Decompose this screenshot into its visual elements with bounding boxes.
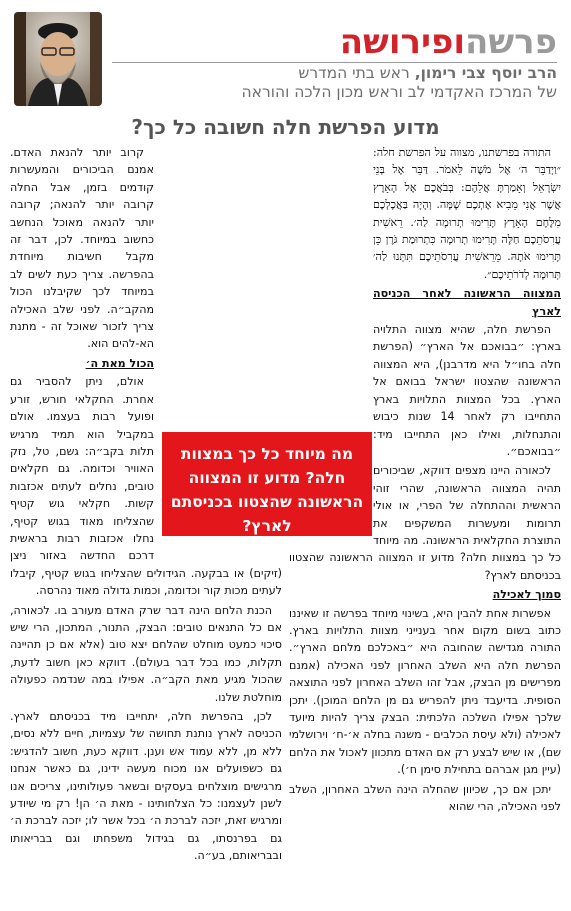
paragraph: לכאורה היינו מצפים דווקא, שביכורים תהיה המצווה הראשונה, שהרי זוהי הראשית וההתחלה של הפרי, או אולי תרומות ומעשרות המשקפים את התוצרת החקלאית הראשונה. מה מיוחד כל כך במצוות חלה? מדוע זו המצווה הראשונה שהצטוו בכניסתם לארץ? xyxy=(289,464,561,582)
paragraph: הפרשת חלה, שהיא מצווה התלויה בארץ: ״בבואכם אל הארץ״ (הפרשת חלה בחו״ל היא מדרבנן), היא המצווה הראשונה שהצטוו ישראל בבואם אל הארץ. בכל המצוות התלויות בארץ התחייבו רק לאחר 14 שנות כיבוש והתנחלות, ואילו כאן התחייבו מיד: ״בבואכם״. xyxy=(373,323,561,458)
author-byline xyxy=(107,64,557,102)
author-role-1: ראש בתי המדרש xyxy=(298,64,415,82)
author-portrait-image xyxy=(14,12,102,106)
section-title-red: ופירושה xyxy=(339,22,466,62)
paragraph: יתכן אם כך, שכיוון שהחלה הינה השלב האחרון, השלב לפני האכילה, הרי שהוא xyxy=(289,782,561,814)
author-photo xyxy=(14,12,102,106)
paragraph: אולם, ניתן להסביר גם אחרת. החקלאי חורש, זורע ופועל רבות בעצמו. אולם במקביל הוא תמיד מרגיש תלות בקב״ה: גשם, טל, נזק האוויר וכדומה. גם חקלאים טובים, נחלים לעתים אכזבות קשות. חקלאי גוש קטיף שהצליחו מאוד בגוש קטיף, נחלו אכזבות רבות בראשית דרכם החדשה באזור ניצן (זיקים) או בבקעה. הגידולים שהצליחו בגוש קטיף, קיבלו לעתים מכות קור וכדומה, וכמות גדולה מאוד נהרסה. xyxy=(10,375,282,598)
subheading: הכול מאת ה׳ xyxy=(85,356,154,370)
author-name: הרב יוסף צבי רימון, xyxy=(414,64,557,82)
section-title-gray: פרשה xyxy=(465,22,557,62)
column-header xyxy=(0,0,571,112)
paragraph: לכן, בהפרשת חלה, יתחייבו מיד בכניסתם לארץ. הכניסה לארץ נותנת תחושה של עצמיות, חיים ללא נסים, ללא מן, ללא עמוד אש וענן. דווקא כעת, חשוב להדגיש: גם כשפועלים אנו מכוח מעשה ידינו, גם כאשר אנחנו מרגישים מוצלחים בעסקים ובשאר פעולותינו, צריכים אנו לשנן לעצמנו: כל הצלחותינו - מאת ה׳ הן! רק מי שיודע ומרגיש זאת, יזכה לברכת ה׳ בכל אשר לו; יזכה לברכת ה׳ גם בפרנסתו, גם בגידול משפחתו וגם בבריאותו ובבריאותם, בע״ה. xyxy=(10,710,282,863)
paragraph: הכנת הלחם הינה דבר שרק האדם מעורב בו. לכאורה, אם כל התנאים טובים: הבצק, התנור, המתכון, הרי שיש סיכוי כמעט מוחלט שהלחם יצא טוב (אלא אם כן תהיינה תקלות, כמו בכל דבר בעולם). דווקא כאן חשוב לדעת, שהכול מגיע מאת הקב״ה. אפילו במה שנדמה כפעולה מוחלטת שלנו. xyxy=(10,603,282,704)
pull-quote: מה מיוחד כל כך במצוות חלה? מדוע זו המצווה הראשונה שהצטוו בכניסתם לארץ? xyxy=(162,432,372,536)
author-role-2: של המרכז האקדמי לב וראש מכון הלכה והוראה xyxy=(241,83,557,101)
header-divider xyxy=(112,62,557,63)
article-headline: מדוע הפרשת חלה חשובה כל כך? xyxy=(131,115,440,139)
section-title xyxy=(340,22,557,62)
subheading: המצווה הראשונה לאחר הכניסה לארץ xyxy=(373,287,561,318)
paragraph: קרוב יותר להנאת האדם. אמנם הביכורים והמעשרות קודמים בזמן, אבל החלה קרובה יותר להנאה; קרובה יותר להנאה מאוכל הנחשב כחשוב במיוחד. לכן, דבר זה מקבל חשיבות מיוחדת בהפרשה. צריך כעת לשים לב במיוחד לכך שקיבלנו הכול מהקב״ה. לפני שלב האכילה צריך לזכור שאוכל זה - מתנת הא-להים הוא. xyxy=(10,146,154,351)
subheading: סמוך לאכילה xyxy=(492,588,561,602)
paragraph: התורה בפרשתנו, מצווה על הפרשת חלה: ״וַיְדַבֵּר ה׳ אֶל מֹשֶׁה לֵּאמֹר. דַּבֵּר אֶל בְּנֵי יִשְׂרָאֵל וְאָמַרְתָּ אֲלֵהֶם: בְּבֹאֲכֶם אֶל הָאָרֶץ אֲשֶׁר אֲנִי מֵבִיא אֶתְכֶם שָׁמָּה. וְהָיָה בַּאֲכָלְכֶם מִלֶּחֶם הָאָרֶץ תָּרִימוּ תְרוּמָה לַה׳. רֵאשִׁית עֲרִסֹתֵכֶם חַלָּה תָּרִימוּ תְרוּמָה כִּתְרוּמַת גֹּרֶן כֵּן תָּרִימוּ אֹתָהּ. מֵרֵאשִׁית עֲרִסֹתֵיכֶם תִּתְּנוּ לַה׳ תְּרוּמָה לְדֹרֹתֵיכֶם״. xyxy=(373,146,561,281)
paragraph: אפשרות אחת להבין היא, בשינוי מיוחד בפרשה זו שאיננו כתוב בשום מקום אחר בענייני מצוות התלויות בארץ. התורה מגדישה שהחובה היא ״באכלכם מלחם הארץ״. הפרשת חלה היא השלב האחרון לפני האכילה (אמנם מפרישים מן הבצק, אבל זהו השלב האחרון לפני התוצאה הסופית. בדיעבד ניתן להפריש גם מן הלחם המוכן). יתכן שלכך אפילו השלכה הלכתית: הבצק צריך להיות מיועד לאכילה (ולא עיסת הכלבים - משנה בחלה א׳-ח׳ וירושלמי שם), או שיש לבצע רק אם האדם מתכוון לאכול את הלחם (עיין מגן אברהם בתחילת סימן ח׳). xyxy=(289,606,561,777)
